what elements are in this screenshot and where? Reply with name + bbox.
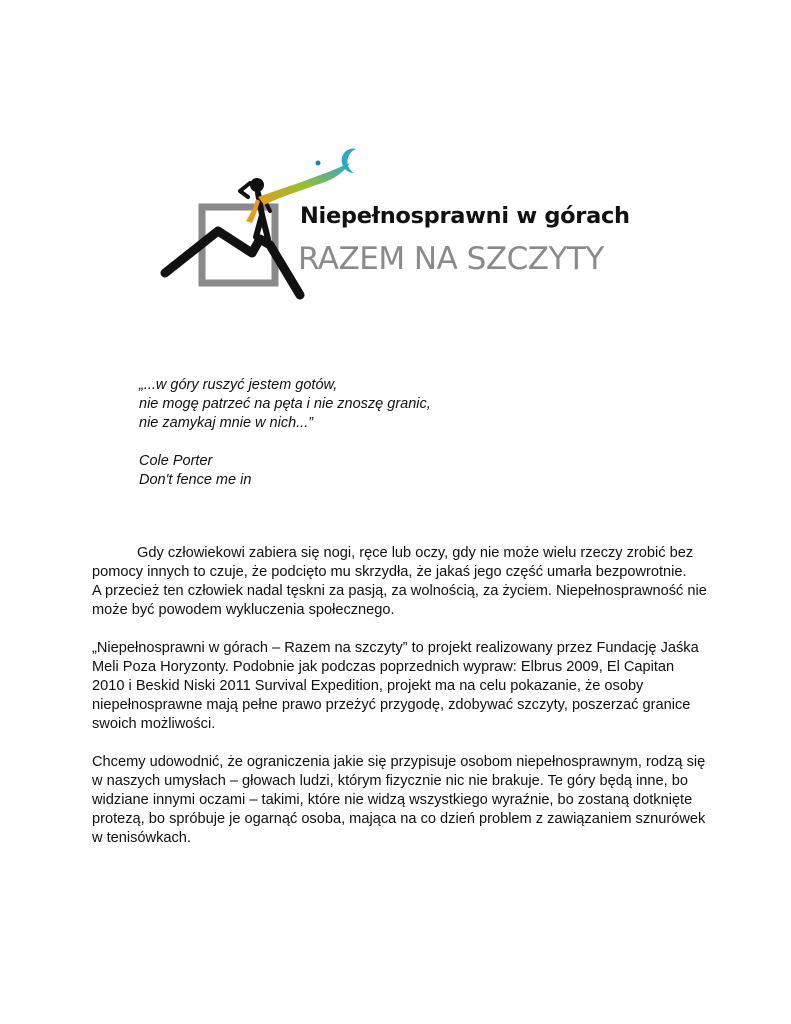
body-text bbox=[92, 544, 707, 867]
paragraph-line: pomocy innych to czuje, że podcięto mu skrzydła, że jakaś jego część umarła bezpowrotnie. bbox=[92, 564, 687, 580]
paragraph-line: swoich możliwości. bbox=[92, 716, 216, 732]
paragraph bbox=[92, 544, 707, 620]
paragraph-line: niepełnosprawne mają pełne prawo przeżyć przygodę, zdobywać szczyty, poszerzać granice bbox=[92, 697, 691, 713]
paragraph-line: w tenisówkach. bbox=[92, 830, 191, 846]
paragraph-line: w naszych umysłach – głowach ludzi, którym fizycznie nic nie brakuje. Te góry będą inne, bo bbox=[92, 773, 688, 789]
quote-author: Cole Porter bbox=[139, 453, 213, 469]
quote-line: nie mogę patrzeć na pęta i nie znoszę granic, bbox=[139, 396, 431, 412]
paragraph bbox=[92, 639, 702, 734]
scarf bbox=[258, 163, 350, 205]
paragraph-line: 2010 i Beskid Niski 2011 Survival Expedition, projekt ma na celu pokazanie, że osoby bbox=[92, 678, 644, 694]
logo bbox=[160, 145, 630, 301]
paragraph-line: „Niepełnosprawni w górach – Razem na szczyty” to projekt realizowany przez Fundację Jaśka bbox=[92, 640, 699, 656]
paragraph-line: widziane innymi oczami – takimi, które nie widzą wszystkiego wyraźnie, bo zostaną dotknięte bbox=[92, 792, 693, 808]
star-dot bbox=[316, 161, 321, 166]
epigraph-quote bbox=[139, 376, 431, 490]
logo-subtitle: RAZEM NA SZCZYTY bbox=[298, 241, 604, 277]
quote-line: nie zamykaj mnie w nich...” bbox=[139, 415, 314, 431]
paragraph-line: A przecież ten człowiek nadal tęskni za pasją, za wolnością, za życiem. Niepełnosprawność nie bbox=[92, 583, 707, 599]
logo-title: Niepełnosprawni w górach bbox=[300, 203, 630, 229]
paragraph-line: Gdy człowiekowi zabiera się nogi, ręce lub oczy, gdy nie może wielu rzeczy zrobić bez bbox=[137, 545, 694, 561]
paragraph-line: może być powodem wykluczenia społecznego. bbox=[92, 602, 395, 618]
paragraph-line: protezą, bo spróbuje je ogarnąć osoba, mająca na co dzień problem z zawiązaniem sznurówek bbox=[92, 811, 706, 827]
paragraph-line: Meli Poza Horyzonty. Podobnie jak podczas poprzednich wypraw: Elbrus 2009, El Capitan bbox=[92, 659, 675, 675]
quote-line: „...w góry ruszyć jestem gotów, bbox=[139, 377, 338, 393]
paragraph bbox=[92, 753, 706, 848]
paragraph-line: Chcemy udowodnić, że ograniczenia jakie się przypisuje osobom niepełnosprawnym, rodzą się bbox=[92, 754, 706, 770]
quote-work: Don't fence me in bbox=[139, 472, 252, 488]
